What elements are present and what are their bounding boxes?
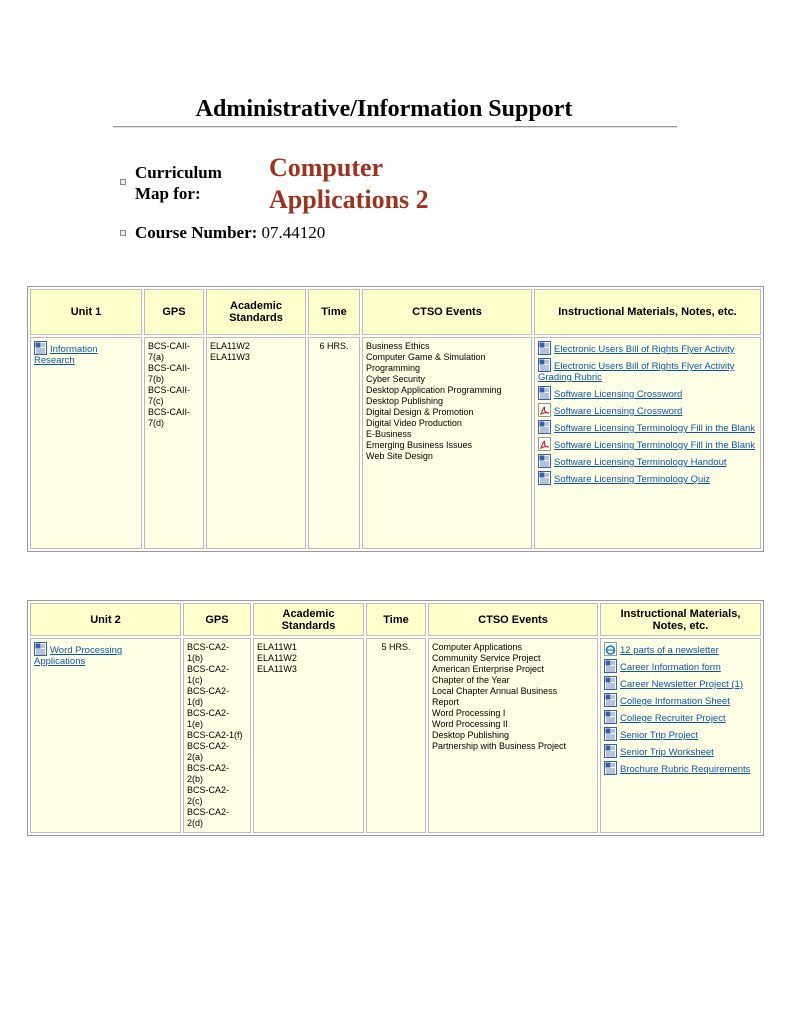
bullet-icon [120,179,126,185]
word-doc-icon [604,676,617,690]
list-item: 2(b) [187,774,204,784]
list-item: Desktop Publishing [366,396,444,406]
list-item: BCS-CA2- [187,642,230,652]
material-item [538,420,757,434]
list-item: ELA11W3 [210,352,250,362]
course-name: Computer Applications 2 [269,153,429,214]
material-link[interactable]: Senior Trip Project [620,730,699,741]
list-item: ELA11W2 [257,653,297,663]
unit1-topic-cell [30,337,142,549]
material-link[interactable]: College Recruiter Project [620,713,726,724]
pdf-icon [538,403,551,417]
word-doc-icon [538,454,551,468]
list-item: ELA11W2 [210,341,250,351]
material-link[interactable]: 12 parts of a newsletter [620,645,719,656]
word-doc-icon [604,710,617,724]
material-link[interactable]: Electronic Users Bill of Rights Flyer Activity Grading Rubric [538,361,735,383]
material-link[interactable]: Software Licensing Terminology Fill in the Blank [554,440,756,451]
unit1-ctso-cell [362,337,532,549]
word-doc-icon [538,420,551,434]
list-item: Desktop Publishing [432,730,510,740]
word-doc-icon [538,471,551,485]
col-ctso: CTSO Events [428,603,598,636]
list-item: BCS-CAII- [148,341,191,351]
col-unit: Unit 1 [30,289,142,335]
unit2-topic-link[interactable]: Word Processing Applications [34,645,123,667]
course-number [135,222,325,243]
unit1-topic-link[interactable]: Information Research [34,344,98,366]
list-item: ELA11W3 [257,664,297,674]
material-link[interactable]: Brochure Rubric Requirements [620,764,751,775]
unit1-materials-cell [534,337,761,549]
col-time: Time [366,603,426,636]
list-item: ELA11W1 [257,642,297,652]
list-item: 1(b) [187,653,204,663]
list-item: 7(d) [148,418,165,428]
list-item: Digital Video Production [366,418,462,428]
material-link[interactable]: Career Information form [620,662,721,673]
col-unit: Unit 2 [30,603,181,636]
list-item: BCS-CA2- [187,763,230,773]
material-item [604,693,757,707]
list-item: 2(a) [187,752,204,762]
col-gps: GPS [183,603,251,636]
material-link[interactable]: College Information Sheet [620,696,730,707]
material-item [538,471,757,485]
list-item: Programming [366,363,421,373]
material-item [604,659,757,673]
list-item: 7(a) [148,352,165,362]
material-item [604,761,757,775]
material-link[interactable]: Software Licensing Terminology Handout [554,457,727,468]
list-item: 2(c) [187,796,203,806]
word-doc-icon [34,341,47,355]
list-item: BCS-CA2- [187,686,230,696]
unit2-materials-cell [600,638,761,833]
unit1-table [27,286,764,552]
material-link[interactable]: Electronic Users Bill of Rights Flyer Activity [554,344,735,355]
material-link[interactable]: Software Licensing Terminology Quiz [554,474,711,485]
material-link[interactable]: Senior Trip Worksheet [620,747,714,758]
list-item: Business Ethics [366,341,430,351]
bullet-icon [120,230,126,236]
material-link[interactable]: Software Licensing Crossword [554,389,683,400]
material-item [604,744,757,758]
list-item: Digital Design & Promotion [366,407,474,417]
list-item: Partnership with Business Project [432,741,567,751]
list-item: Desktop Application Programming [366,385,502,395]
material-item [538,437,757,451]
list-item: Computer Applications [432,642,523,652]
list-item: 2(d) [187,818,204,828]
list-item: BCS-CA2- [187,785,230,795]
material-item [604,727,757,741]
material-item [538,358,757,383]
col-gps: GPS [144,289,204,335]
col-materials: Instructional Materials, Notes, etc. [600,603,761,636]
list-item: 1(c) [187,675,203,685]
word-doc-icon [604,744,617,758]
word-doc-icon [604,761,617,775]
material-item [538,403,757,417]
col-materials: Instructional Materials, Notes, etc. [534,289,761,335]
list-item: BCS-CAII- [148,363,191,373]
list-item: BCS-CA2- [187,664,230,674]
list-item: Local Chapter Annual Business [432,686,558,696]
col-ctso: CTSO Events [362,289,532,335]
col-time: Time [308,289,360,335]
list-item: BCS-CA2-1(f) [187,730,243,740]
list-item: E-Business [366,429,412,439]
material-item [604,676,757,690]
unit2-table [27,600,764,836]
web-page-icon [604,642,617,656]
unit2-time-cell: 5 HRS. [366,638,426,833]
list-item: BCS-CAII- [148,407,191,417]
list-item: 1(e) [187,719,204,729]
list-item: BCS-CA2- [187,741,230,751]
list-item: Computer Game & Simulation [366,352,486,362]
unit1-academic-cell [206,337,306,549]
list-item: Word Processing II [432,719,508,729]
material-link[interactable]: Career Newsletter Project (1) [620,679,744,690]
word-doc-icon [538,386,551,400]
curriculum-map-label: Curriculum Map for: [135,163,222,203]
list-item: American Enterprise Project [432,664,545,674]
list-item: Cyber Security [366,374,426,384]
list-item: Chapter of the Year [432,675,510,685]
list-item: Report [432,697,460,707]
list-item: 7(c) [148,396,164,406]
unit2-topic-cell [30,638,181,833]
col-academic: Academic Standards [206,289,306,335]
word-doc-icon [604,659,617,673]
list-item: 7(b) [148,374,165,384]
unit2-gps-cell [183,638,251,833]
unit2-academic-cell [253,638,364,833]
title-rule [113,126,677,128]
material-item [538,454,757,468]
unit1-time-cell: 6 HRS. [308,337,360,549]
col-academic: Academic Standards [253,603,364,636]
list-item: BCS-CAII- [148,385,191,395]
list-item: 1(d) [187,697,204,707]
course-number-label: Course Number: [135,223,258,242]
page-title: Administrative/Information Support [195,96,573,122]
word-doc-icon [538,341,551,355]
word-doc-icon [604,693,617,707]
material-item [604,710,757,724]
word-doc-icon [34,642,47,656]
list-item: Community Service Project [432,653,541,663]
material-item [538,386,757,400]
pdf-icon [538,437,551,451]
material-link[interactable]: Software Licensing Crossword [554,406,683,417]
list-item: Web Site Design [366,451,433,461]
material-item [604,642,757,656]
material-item [538,341,757,355]
course-number-value: 07.44120 [261,223,326,242]
word-doc-icon [604,727,617,741]
list-item: Emerging Business Issues [366,440,473,450]
material-link[interactable]: Software Licensing Terminology Fill in the Blank [554,423,756,434]
list-item: Word Processing I [432,708,506,718]
list-item: BCS-CA2- [187,807,230,817]
unit2-ctso-cell [428,638,598,833]
list-item: BCS-CA2- [187,708,230,718]
unit1-gps-cell [144,337,204,549]
word-doc-icon [538,358,551,372]
